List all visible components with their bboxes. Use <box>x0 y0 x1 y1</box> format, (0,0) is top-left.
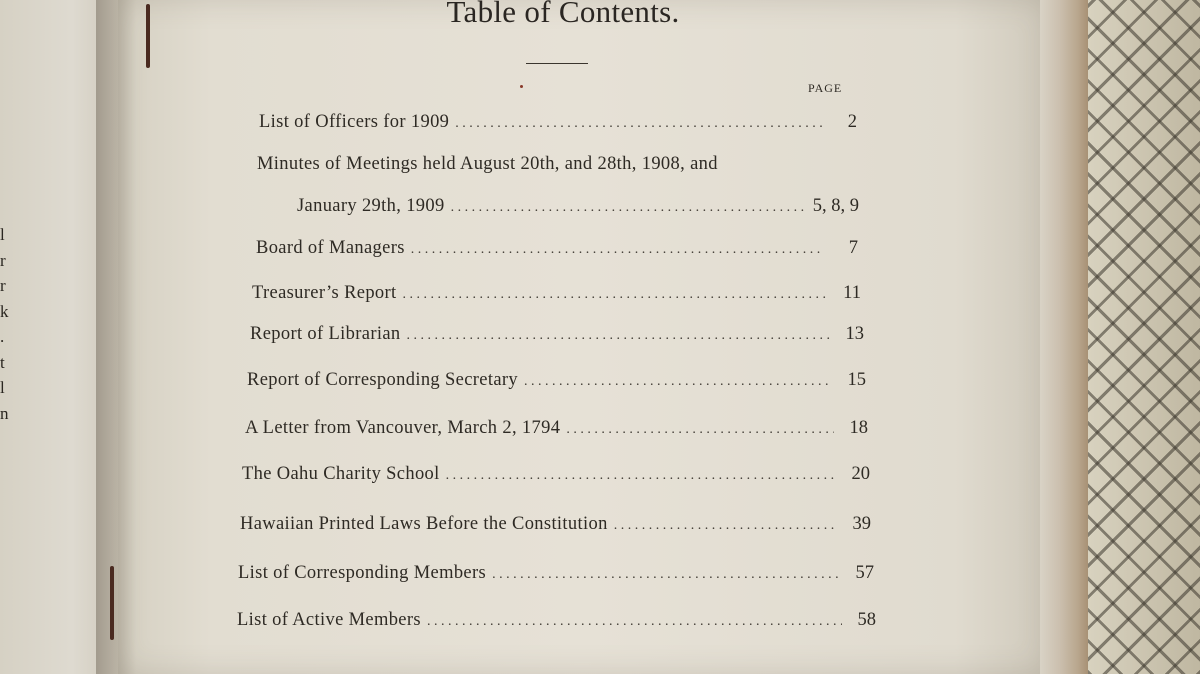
toc-entry-label: List of Corresponding Members <box>238 563 487 583</box>
margin-letter: t <box>0 352 5 372</box>
margin-letter: r <box>0 276 6 295</box>
page-title: Table of Contents. <box>446 0 680 29</box>
previous-page-margin-text <box>0 222 14 426</box>
margin-letter: l <box>0 378 5 397</box>
margin-letter: k <box>0 301 9 321</box>
page-column-heading: PAGE <box>808 81 843 95</box>
toc-entry <box>257 154 718 175</box>
margin-letter: l <box>0 225 5 244</box>
binding-stitch-top <box>146 4 150 68</box>
toc-entry-label: List of Active Members <box>237 610 421 630</box>
toc-entry <box>237 610 876 631</box>
book-cover-edge <box>1040 0 1090 674</box>
toc-entry-page: 15 <box>847 370 866 390</box>
toc-entry-page: 11 <box>843 283 861 303</box>
dot-leader <box>492 567 840 583</box>
toc-entry <box>259 112 857 133</box>
toc-entry-page: 5, 8, 9 <box>812 196 859 216</box>
dot-leader <box>451 200 807 216</box>
toc-entry-label: Treasurer’s Report <box>252 283 397 303</box>
toc-entry <box>238 563 874 584</box>
toc-entry <box>240 514 871 535</box>
toc-entry-page: 2 <box>847 112 857 132</box>
dot-leader <box>524 374 832 390</box>
toc-entry <box>250 324 864 345</box>
toc-entry-page: 57 <box>855 563 874 583</box>
toc-entry-label: Board of Managers <box>256 238 405 258</box>
toc-entry <box>297 196 859 217</box>
toc-entry-page: 7 <box>848 238 858 258</box>
toc-entry-page: 20 <box>851 464 870 484</box>
toc-entry-label: Report of Librarian <box>250 324 401 344</box>
dot-leader <box>446 468 836 484</box>
toc-entry-label: Minutes of Meetings held August 20th, and 28th, 1908, and <box>257 154 718 174</box>
dot-leader <box>407 328 831 344</box>
title-divider <box>526 63 588 64</box>
margin-letter: n <box>0 403 9 423</box>
toc-entry-label: Report of Corresponding Secretary <box>247 370 518 390</box>
dot-leader <box>403 287 827 303</box>
toc-entry-page: 13 <box>845 324 864 344</box>
toc-entry-label: January 29th, 1909 <box>297 196 445 216</box>
margin-letter: r <box>0 250 6 270</box>
toc-entry-label: Hawaiian Printed Laws Before the Constitution <box>240 514 608 534</box>
toc-entry-label: A Letter from Vancouver, March 2, 1794 <box>245 418 561 438</box>
toc-entry <box>245 418 868 439</box>
toc-entry <box>247 370 866 391</box>
toc-entry <box>256 238 858 259</box>
margin-letter: . <box>0 327 5 346</box>
toc-entry <box>252 283 861 304</box>
dot-leader <box>427 614 842 630</box>
book-gutter-shadow <box>96 0 136 674</box>
dot-leader <box>411 242 824 258</box>
toc-entry-label: List of Officers for 1909 <box>259 112 450 132</box>
dot-leader <box>455 116 823 132</box>
toc-entry-label: The Oahu Charity School <box>242 464 440 484</box>
toc-entry <box>242 464 870 485</box>
binding-stitch-bottom <box>110 566 114 640</box>
toc-entry-page: 39 <box>852 514 871 534</box>
dot-leader <box>566 422 834 438</box>
toc-entry-page: 18 <box>849 418 868 438</box>
zigzag-fabric-background <box>1088 0 1200 674</box>
dot-leader <box>614 518 837 534</box>
toc-entry-page: 58 <box>857 610 876 630</box>
ink-speck <box>520 85 523 88</box>
